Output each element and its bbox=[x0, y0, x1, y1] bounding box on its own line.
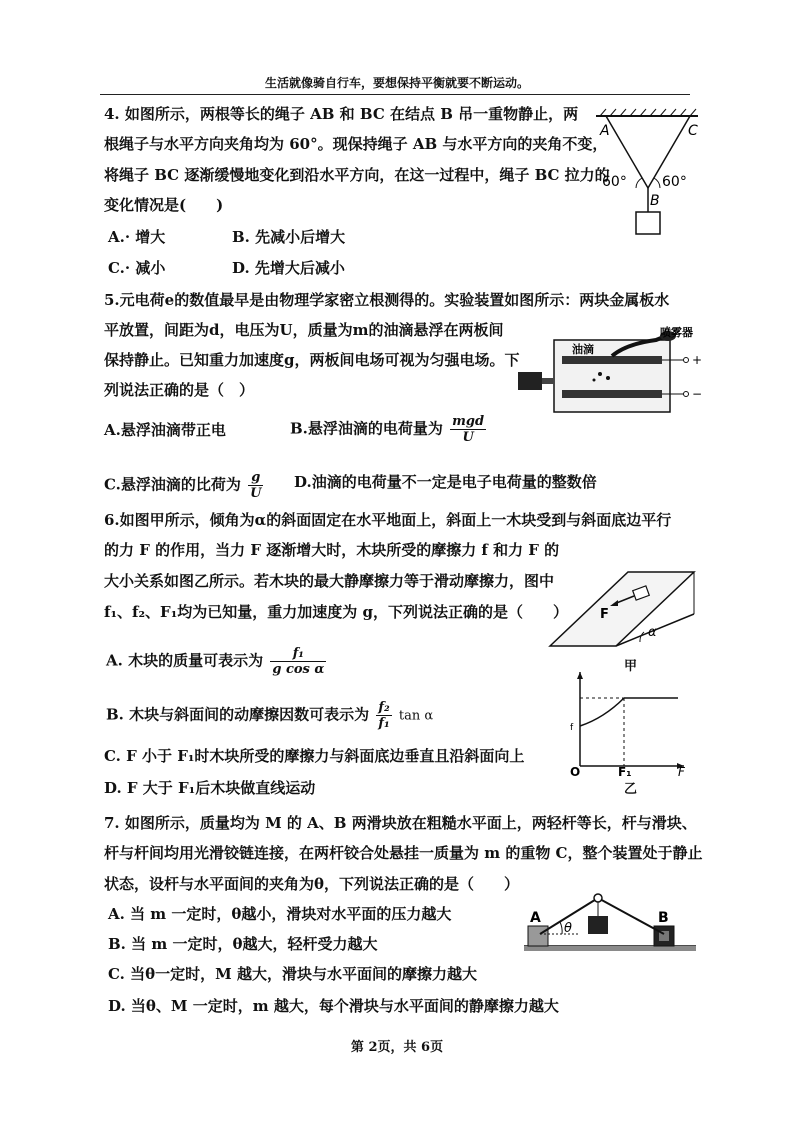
q6-option-b-tan: tan α bbox=[398, 708, 434, 724]
q6-line-4: f₁、f₂、F₁均为已知量，重力加速度为 g，下列说法正确的是（ ） bbox=[104, 603, 568, 621]
q5-option-b-fraction bbox=[450, 414, 486, 445]
q6-option-a[interactable] bbox=[106, 646, 328, 677]
q6-incline-figure bbox=[548, 568, 698, 652]
fraction-numerator: f₂ bbox=[378, 700, 390, 715]
q6-option-b-text: B. 木块与斜面间的动摩擦因数可表示为 bbox=[106, 705, 370, 724]
q7-option-d[interactable]: D. 当θ、M 一定时，m 越大，每个滑块与水平面间的静摩擦力越大 bbox=[108, 997, 559, 1015]
q5-option-b-text: B.悬浮油滴的电荷量为 bbox=[290, 419, 443, 438]
q6-graph-y-tick: f bbox=[570, 723, 574, 733]
q6-graph-origin: O bbox=[570, 765, 581, 779]
q5-millikan-apparatus bbox=[516, 326, 703, 416]
fraction-denominator: g cos α bbox=[272, 662, 325, 677]
q7-option-b[interactable]: B. 当 m 一定时，θ越大，轻杆受力越大 bbox=[108, 935, 378, 953]
q6-line-3: 大小关系如图乙所示。若木块的最大静摩擦力等于滑动摩擦力，图中 bbox=[104, 572, 555, 590]
q4-line-4: 变化情况是( ) bbox=[104, 196, 224, 214]
page-motto: 生活就像骑自行车，要想保持平衡就要不断运动。 bbox=[264, 76, 529, 90]
fraction-denominator: U bbox=[250, 486, 262, 501]
q7-line-1: 7. 如图所示，质量均为 M 的 A、B 两滑块放在粗糙水平面上，两轻杆等长，杆与滑块、 bbox=[104, 814, 697, 832]
q4-option-a[interactable]: A.· 增大 bbox=[108, 228, 166, 246]
q7-line-2: 杆与杆间均用光滑铰链连接，在两杆铰合处悬挂一质量为 m 的重物 C，整个装置处于静止 bbox=[104, 844, 703, 862]
q7-option-a[interactable]: A. 当 m 一定时，θ越小，滑块对水平面的压力越大 bbox=[108, 905, 452, 923]
q5-minus-terminal: − bbox=[692, 387, 703, 401]
q6-friction-graph bbox=[560, 666, 690, 778]
page-number: 第 2页，共 6页 bbox=[350, 1040, 444, 1055]
fraction-numerator: mgd bbox=[452, 414, 485, 429]
q6-graph-tick-f1: F₁ bbox=[618, 765, 632, 779]
q4-label-a: A bbox=[600, 123, 610, 139]
q5-option-b[interactable] bbox=[290, 414, 488, 445]
q6-force-label: F bbox=[600, 607, 609, 622]
q7-label-b: B bbox=[658, 910, 669, 926]
q4-option-c[interactable]: C.· 减小 bbox=[108, 259, 166, 277]
q5-option-c-text: C.悬浮油滴的比荷为 bbox=[104, 475, 241, 494]
q6-option-d[interactable]: D. F 大于 F₁后木块做直线运动 bbox=[104, 779, 316, 797]
q5-option-d[interactable]: D.油滴的电荷量不一定是电子电荷量的整数倍 bbox=[294, 473, 597, 491]
q6-option-b[interactable] bbox=[106, 700, 433, 731]
q6-fig-yi-label: 乙 bbox=[624, 782, 638, 797]
q5-line-4: 列说法正确的是（ ） bbox=[104, 381, 255, 399]
q5-option-c[interactable] bbox=[104, 470, 265, 501]
q6-graph-x-axis: F bbox=[678, 765, 685, 779]
header-divider bbox=[100, 94, 690, 95]
q4-angle-left: 60° bbox=[602, 174, 627, 190]
q4-line-2: 根绳子与水平方向夹角均为 60°。现保持绳子 AB 与水平方向的夹角不变， bbox=[104, 135, 608, 153]
q5-sprayer-label: 喷雾器 bbox=[660, 326, 693, 339]
fraction-denominator: U bbox=[462, 430, 474, 445]
q4-angle-right: 60° bbox=[662, 174, 687, 190]
q5-line-1: 5.元电荷e的数值最早是由物理学家密立根测得的。实验装置如图所示：两块金属板水 bbox=[104, 291, 670, 309]
q6-line-2: 的力 F 的作用，当力 F 逐渐增大时，木块所受的摩擦力 f 和力 F 的 bbox=[104, 541, 560, 559]
q5-option-c-fraction bbox=[248, 470, 263, 501]
q4-label-b: B bbox=[650, 193, 660, 209]
fraction-denominator: f₁ bbox=[378, 716, 390, 731]
q6-option-a-fraction bbox=[270, 646, 326, 677]
q7-linkage-figure bbox=[522, 888, 698, 952]
fraction-numerator: f₁ bbox=[270, 646, 326, 662]
q5-plus-terminal: + bbox=[692, 353, 703, 367]
q6-option-b-fraction bbox=[376, 700, 391, 731]
q4-option-b[interactable]: B. 先减小后增大 bbox=[232, 228, 346, 246]
q4-line-1: 4. 如图所示，两根等长的绳子 AB 和 BC 在结点 B 吊一重物静止，两 bbox=[104, 105, 579, 123]
q6-angle-label: α bbox=[648, 625, 657, 640]
q5-option-a[interactable]: A.悬浮油滴带正电 bbox=[104, 421, 226, 439]
q6-fig-jia-label: 甲 bbox=[624, 659, 638, 674]
q7-option-c[interactable]: C. 当θ一定时，M 越大，滑块与水平面间的摩擦力越大 bbox=[108, 965, 477, 983]
q6-option-a-text: A. 木块的质量可表示为 bbox=[106, 651, 264, 670]
q5-line-3: 保持静止。已知重力加速度g，两板间电场可视为匀强电场。下 bbox=[104, 351, 520, 369]
q5-line-2: 平放置，间距为d，电压为U，质量为m的油滴悬浮在两板间 bbox=[104, 321, 504, 339]
q4-option-d[interactable]: D. 先增大后减小 bbox=[232, 259, 345, 277]
q7-label-a: A bbox=[530, 910, 541, 926]
q4-rope-figure bbox=[592, 108, 702, 243]
q4-line-3: 将绳子 BC 逐渐缓慢地变化到沿水平方向，在这一过程中，绳子 BC 拉力的 bbox=[104, 166, 610, 184]
q6-option-c[interactable]: C. F 小于 F₁时木块所受的摩擦力与斜面底边垂直且沿斜面向上 bbox=[104, 747, 525, 765]
q7-line-3: 状态，设杆与水平面间的夹角为θ，下列说法正确的是（ ） bbox=[104, 875, 520, 893]
q4-label-c: C bbox=[688, 123, 698, 139]
q7-theta-label: θ bbox=[564, 921, 572, 936]
q6-line-1: 6.如图甲所示，倾角为α的斜面固定在水平地面上，斜面上一木块受到与斜面底边平行 bbox=[104, 511, 672, 529]
q5-oil-label: 油滴 bbox=[572, 343, 594, 356]
fraction-numerator: g bbox=[248, 470, 263, 486]
